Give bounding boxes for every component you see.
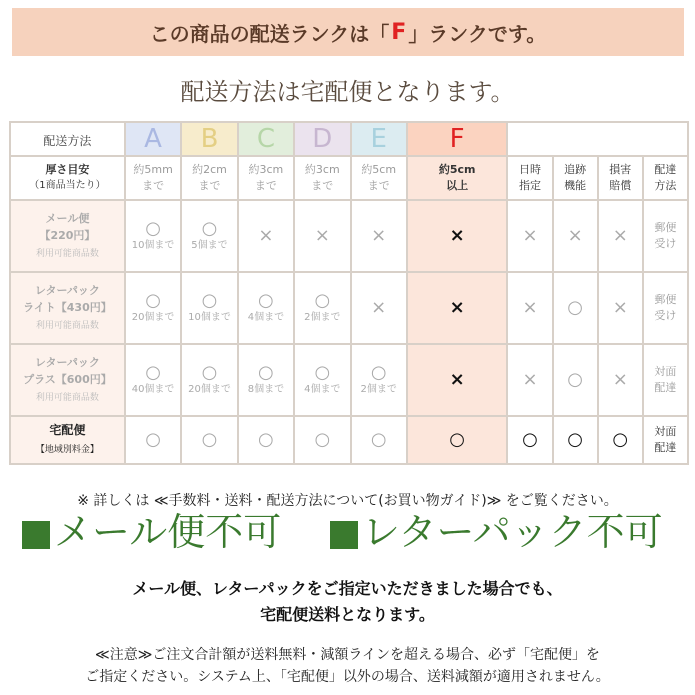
table-cell: ○ 40個まで [125,344,181,416]
table-cell: × [238,200,294,272]
table-row [10,416,688,464]
thickness-e: 約5cm まで [351,156,407,200]
header-insurance: 損害 賠償 [598,156,643,200]
table-cell: ○ [507,416,552,464]
thickness-c: 約3cm まで [238,156,294,200]
table-cell: ○ [553,344,598,416]
table-cell: 対面 配達 [643,416,688,464]
table-cell: ○ [181,416,237,464]
table-cell: ○ 20個まで [125,272,181,344]
table-row [10,272,688,344]
rank-b-header: B [181,122,237,156]
table-row [10,200,688,272]
table-cell: × [407,344,508,416]
rank-e-header: E [351,122,407,156]
table-cell: ○ [351,416,407,464]
table-cell: ○ 2個まで [294,272,350,344]
table-cell: ○ [598,416,643,464]
header-datetime: 日時 指定 [507,156,552,200]
rank-c-header: C [238,122,294,156]
rank-header-row [10,122,688,156]
table-cell: × [351,272,407,344]
table-cell: ○ [553,416,598,464]
table-cell: × [507,272,552,344]
header-blank [507,122,688,156]
banner-prefix: この商品の配送ランクは「 [149,21,390,46]
table-cell: ○ 8個まで [238,344,294,416]
table-cell: × [507,200,552,272]
rank-f-header: F [407,122,508,156]
table-cell: 郵便 受け [643,200,688,272]
table-cell: × [553,200,598,272]
banner-suffix: 」ランクです。 [408,21,547,46]
table-cell: ○ [294,416,350,464]
header-tracking: 追跡 機能 [553,156,598,200]
thickness-label: 厚さ目安 （1商品当たり） [10,156,125,200]
green-square-icon [22,521,50,549]
table-cell: × [407,272,508,344]
table-cell: × [598,200,643,272]
thickness-row [10,156,688,200]
table-cell: ○ 20個まで [181,344,237,416]
green-square-icon [330,521,358,549]
thickness-d: 約3cm まで [294,156,350,200]
row-label-mail: メール便 【220円】 利用可能商品数 [10,200,125,272]
table-cell: 郵便 受け [643,272,688,344]
table-row [10,344,688,416]
table-cell: ○ [407,416,508,464]
table-cell: 対面 配達 [643,344,688,416]
row-label-takuhaibin: 宅配便 【地域別料金】 [10,416,125,464]
thickness-b: 約2cm まで [181,156,237,200]
table-cell: ○ [125,416,181,464]
mail-not-allowed: メール便不可 [22,508,281,556]
header-delivery-method: 配達 方法 [643,156,688,200]
thickness-f: 約5cm 以上 [407,156,508,200]
shipping-table [9,121,689,465]
table-cell: ○ 4個まで [238,272,294,344]
table-cell: ○ 2個まで [351,344,407,416]
banner-rank: F [391,19,407,45]
page-subtitle: 配送方法は宅配便となります。 [180,78,515,106]
rank-banner [12,8,684,56]
rank-a-header: A [125,122,181,156]
table-cell: × [351,200,407,272]
shipping-fee-note: メール便、レターパックをご指定いただきました場合でも、 宅配便送料となります。 [132,579,563,624]
table-cell: ○ [553,272,598,344]
header-label: 配送方法 [10,122,125,156]
table-cell: ○ 4個まで [294,344,350,416]
thickness-a: 約5mm まで [125,156,181,200]
table-cell: × [507,344,552,416]
rank-d-header: D [294,122,350,156]
table-cell: × [407,200,508,272]
caution-note: ≪注意≫ご注文合計額が送料無料・減額ラインを超える場合、必ず「宅配便」を ご指定ください。システム上、「宅配便」以外の場合、送料減額が適用されません。 [85,647,610,685]
table-cell: × [598,272,643,344]
table-cell: ○ 10個まで [181,272,237,344]
table-cell: × [598,344,643,416]
table-cell: ○ [238,416,294,464]
row-label-letterpack-light: レターパック ライト【430円】 利用可能商品数 [10,272,125,344]
letterpack-not-allowed: レターパック不可 [330,508,663,556]
table-cell: ○ 10個まで [125,200,181,272]
row-label-letterpack-plus: レターパック プラス【600円】 利用可能商品数 [10,344,125,416]
table-cell: ○ 5個まで [181,200,237,272]
guide-note: ※ 詳しくは ≪手数料・送料・配送方法について(お買い物ガイド)≫ をご覧ください。 [77,493,618,509]
table-cell: × [294,200,350,272]
